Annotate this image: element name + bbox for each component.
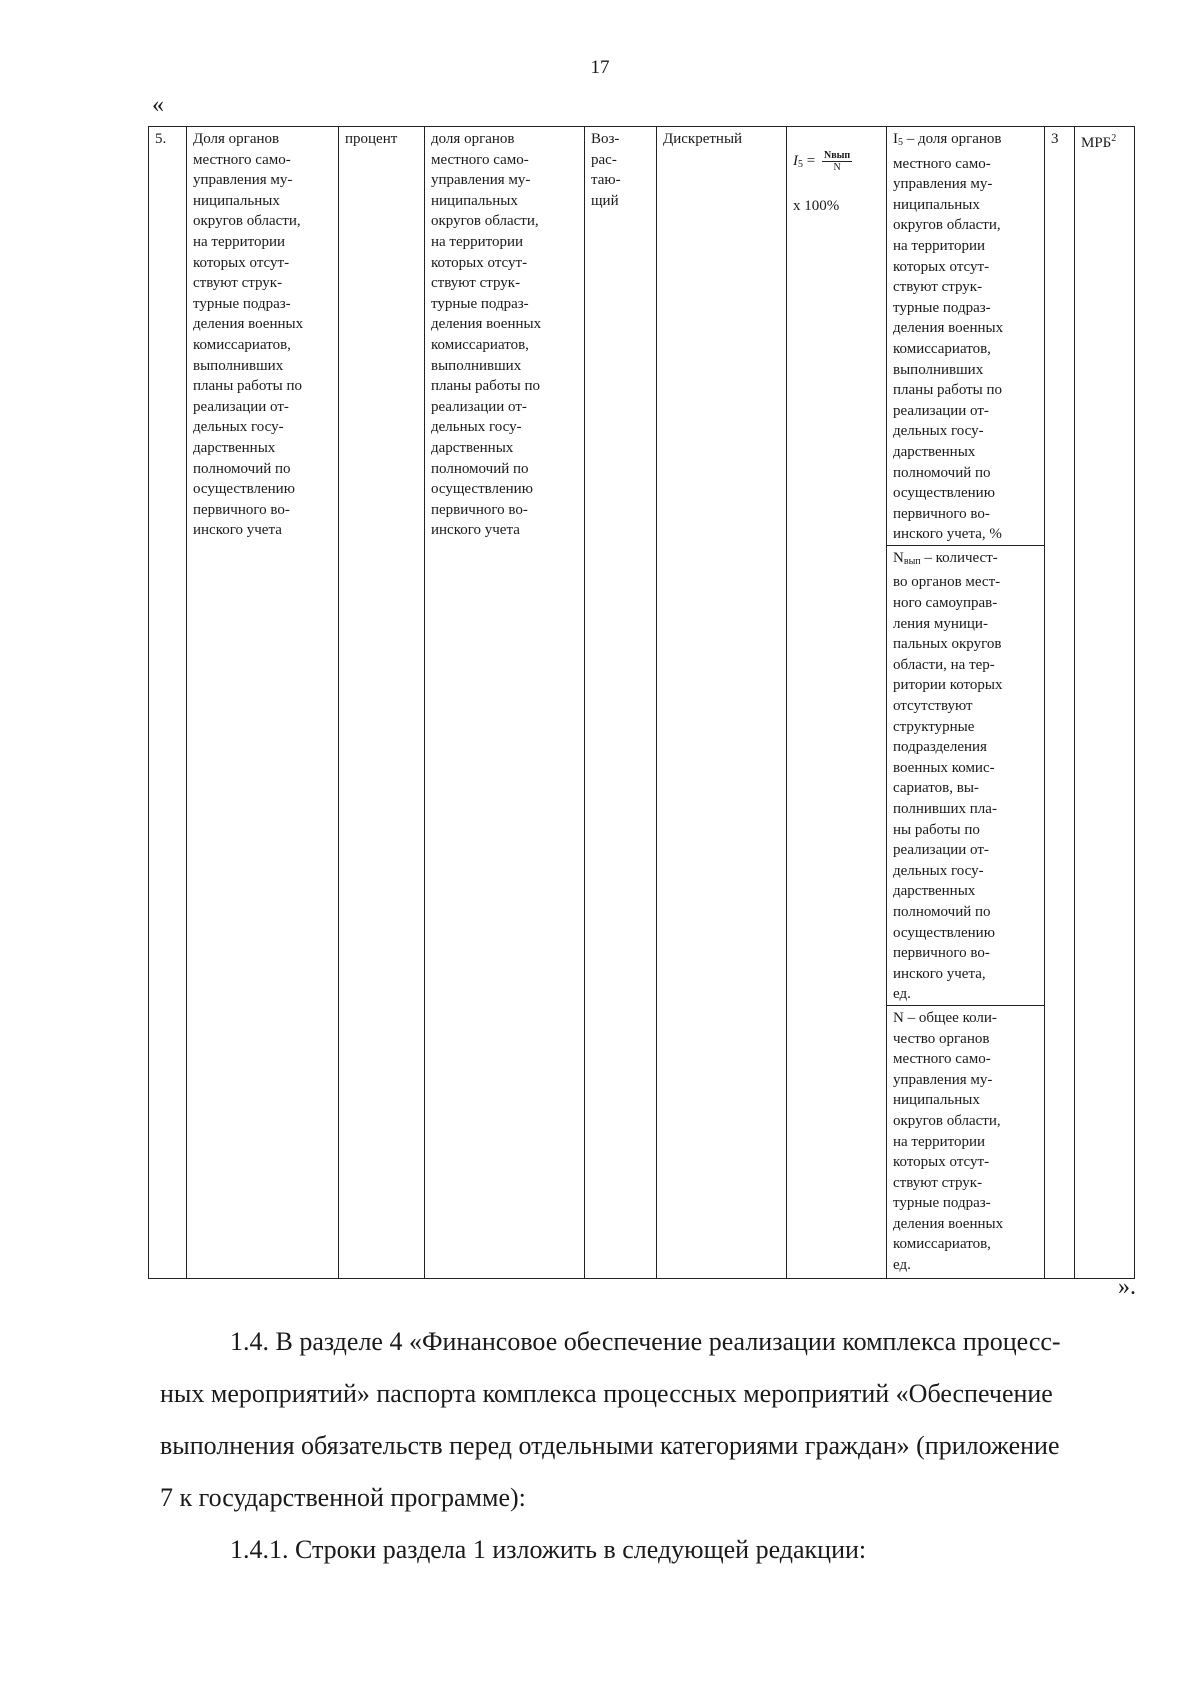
param-i5-subscript: 5 xyxy=(898,137,903,148)
param-i5-text: – доля органов местного само- управления му- ниципальных округов области, на территории которых отсут- ствуют струк- турные подраз- деления военных комиссариатов, выполнивших планы работы по реализации от- дельных госу- дарственных полномочий по осуществлению первичного во- инского учета, % xyxy=(893,131,1004,543)
cell-number: 5. xyxy=(149,127,187,1279)
paragraph-line: ных мероприятий» паспорта комплекса процессных мероприятий «Обеспечение xyxy=(160,1379,1053,1408)
paragraph-line: 7 к государственной программе): xyxy=(160,1483,526,1512)
paragraph-1-4 xyxy=(160,1316,1146,1524)
formula-numerator: Nвып xyxy=(823,149,851,161)
cell-param-i5 xyxy=(887,127,1045,546)
formula-lhs-subscript: 5 xyxy=(798,158,803,170)
cell-param-n: N – общее коли- чество органов местного само- управления му- ниципальных округов области, на территории которых отсут- ствуют струк- турные подраз- деления военных комиссариатов, ед. xyxy=(887,1005,1045,1278)
opening-quote: « xyxy=(152,92,164,118)
formula-denominator: N xyxy=(833,161,841,173)
formula-tail: x 100% xyxy=(793,197,840,214)
param-nvyp-text: – количест- во органов мест- ного самоуправ- ления муници- пальных округов области, на тер- ритории которых отсутствуют структурные подразделения военных комис- сариатов, вы- полнивших пла- ны работы по реализации от- дельных госу- дарственных полномочий по осуществлению первичного во- инского учета, ед. xyxy=(893,549,1003,1003)
cell-indicator-name: Доля органов местного само- управления му- ниципальных округов области, на территории которых отсут- ствуют струк- турные подраз- деления военных комиссариатов, выполнивших планы работы по реализации от- дельных госу- дарственных полномочий по осуществлению первичного во- инского учета xyxy=(187,127,339,1279)
paragraph-line: 1.4. В разделе 4 «Финансовое обеспечение реализации комплекса процесс- xyxy=(230,1327,1061,1356)
cell-dynamics: Воз- рас- таю- щий xyxy=(585,127,657,1279)
method-footnote: 2 xyxy=(1111,133,1117,144)
param-nvyp-symbol: N xyxy=(893,549,904,566)
cell-definition: доля органов местного само- управления му- ниципальных округов области, на территории которых отсут- ствуют струк- турные подраз- деления военных комиссариатов, выполнивших планы работы по реализации от- дельных госу- дарственных полномочий по осуществлению первичного во- инского учета xyxy=(425,127,585,1279)
param-i5-symbol: I xyxy=(893,131,898,147)
cell-param-nvyp xyxy=(887,545,1045,1005)
cell-source-code: 3 xyxy=(1045,127,1075,1279)
cell-indicator-type: Дискретный xyxy=(657,127,787,1279)
formula-equals: = xyxy=(803,152,819,169)
formula-lhs: I xyxy=(793,152,798,169)
closing-quote: ». xyxy=(1118,1274,1136,1300)
formula-fraction xyxy=(822,150,852,173)
indicator-table xyxy=(148,126,1135,1279)
cell-unit: процент xyxy=(339,127,425,1279)
cell-formula xyxy=(787,127,887,1279)
param-nvyp-subscript: вып xyxy=(903,555,921,567)
table-row xyxy=(149,127,1135,546)
paragraph-1-4-1 xyxy=(160,1524,1146,1576)
cell-method xyxy=(1075,127,1135,1279)
paragraph-line: 1.4.1. Строки раздела 1 изложить в следующей редакции: xyxy=(230,1535,867,1564)
paragraph-line: выполнения обязательств перед отдельными категориями граждан» (приложение xyxy=(160,1431,1060,1460)
page-number: 17 xyxy=(590,57,610,78)
formula xyxy=(793,150,880,176)
method-text: МРБ xyxy=(1081,135,1112,151)
